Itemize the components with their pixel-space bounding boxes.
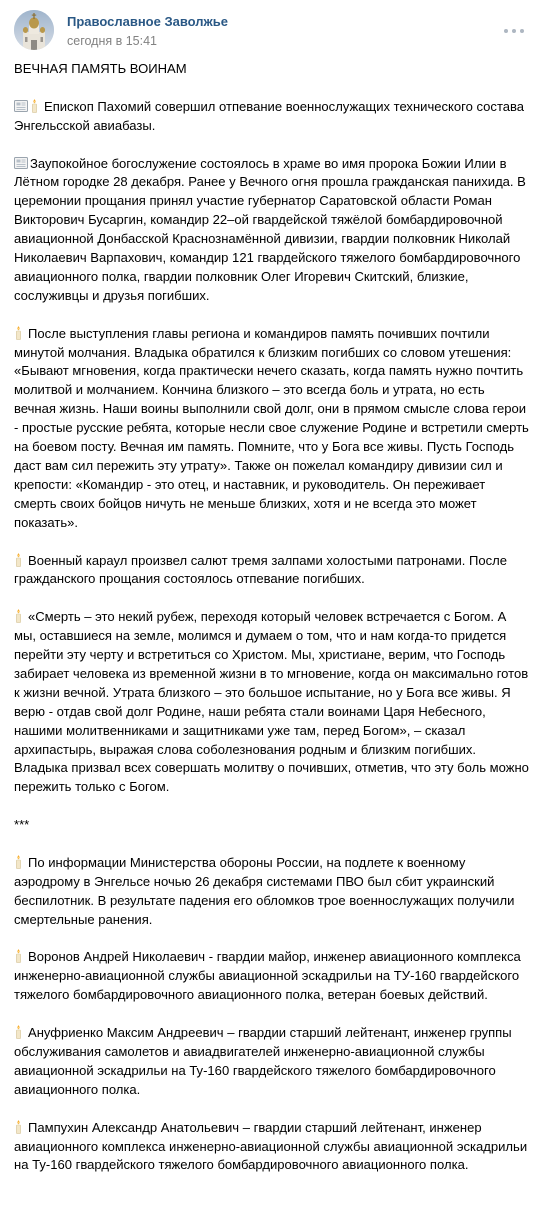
candle-icon [14,855,23,869]
candle-icon [30,99,39,113]
post-paragraph-text: Епископ Пахомий совершил отпевание военнослужащих технического состава Энгельсской авиабазы. [14,98,525,133]
post-date-link[interactable]: сегодня в 15:41 [67,34,157,48]
post-paragraph-text: Военный караул произвел салют тремя залпами холостыми патронами. После гражданского прощания состоялось отпевание погибших. [14,552,508,587]
post-paragraph [14,155,529,306]
post-paragraph-text: Воронов Андрей Николаевич - гвардии майор, инженер авиационного комплекса инженерно-авиационной службы авиационной эскадрильи на ТУ-160 гвардейского тяжелого бомбардировочного авиационного полка, ветеран боевых действий. [14,949,521,1003]
candle-icon [14,1025,23,1039]
candle-icon [14,949,23,963]
post-author-link[interactable]: Православное Заволжье [67,14,228,29]
post-paragraph [14,1119,529,1176]
candle-icon [14,1120,23,1134]
post-paragraph [14,854,529,930]
post-paragraph-text: Заупокойное богослужение состоялось в храме во имя пророка Божии Илии в Лётном городке 28 декабря. Ранее у Вечного огня прошла гражданская панихида. В церемонии прощания принял участие губернатор Саратовской области Роман Викторович Бусаргин, командир 22–ой гвардейской тяжёлой бомбардировочной авиационной Донбасской Краснознамённой дивизии, гвардии полковник Николай Николаевич Варпахович, командир 121 гвардейского тяжелого бомбардировочного авиационного полка, гвардии полковник Олег Игоревич Скитский, близкие, сослуживцы и друзья погибших. [14,155,526,303]
post-paragraph [14,816,529,835]
post-paragraph-text: Ануфриенко Максим Андреевич – гвардии старший лейтенант, инженер группы обслуживания самолетов и авиадвигателей инженерно-авиационной службы авиационной эскадрильи на Ту-160 гвардейского тяжелого бомбардировочного авиационного полка. [14,1025,512,1097]
candle-icon [14,553,23,567]
post-paragraph [14,98,529,136]
post-title: ВЕЧНАЯ ПАМЯТЬ ВОИНАМ [14,61,187,76]
post-paragraph [14,608,529,797]
post-paragraph-text: После выступления главы региона и командиров память почивших почтили минутой молчания. Владыка обратился к близким погибших со словом утешения: «Бывают мгновения, когда практически нечего сказать, когда память нужно почтить молитвой и молчанием. Кончина близкого – это всегда боль и утрата, но есть вечная жизнь. Наши воины выполнили свой долг, они в прямом смысле слова герои - простые русские ребята, которые несли свое служение Родине и встретили смерть на боевом посту. Вечная им память. Помните, что у Бога все живы. Пусть Господь даст вам сил пережить эту утрату». Также он пожелал командиру дивизии сил и крепости: «Командир - это отец, и наставник, и руководитель. Он переживает смерть своих бойцов ничуть не меньше близких, хотя и не всегда это может показать». [14,325,529,530]
post-paragraph-text: «Смерть – это некий рубеж, переходя который человек встречается с Богом. А мы, оставшиеся на земле, молимся и думаем о том, что и нам когда-то придется перейти эту черту и встретиться со Христом. Мы, христиане, верим, что Господь забирает человека из временной жизни в то мгновение, когда он максимально готов к жизни вечной. Утрата близкого – это большое испытание, но у Бога все живы. Я верю - отдав свой долг Родине, наши ребята стали воинами Царя Небесного, нашими молитвенниками и защитниками уже там, перед Богом», – сказал архипастырь, выражая слова соболезнования родным и близким погибших. Владыка призвал всех совершать молитву о почивших, отметив, что эту боль можно пережить только с Богом. [14,609,529,795]
candle-icon [14,326,23,340]
post-paragraph [14,552,529,590]
post-paragraph-text: Пампухин Александр Анатольевич – гвардии старший лейтенант, инженер авиационного комплекса инженерно-авиационной службы авиационной эскадрильи на Ту-160 гвардейского тяжелого бомбардировочного авиационного полка. [14,1119,528,1173]
post-paragraph [14,948,529,1005]
post-paragraph-text: *** [14,817,30,833]
post-paragraph [14,1024,529,1100]
post-paragraph [14,325,529,533]
candle-icon [14,609,23,623]
newspaper-icon [14,99,28,113]
post-text [14,60,529,1194]
post-header [14,10,534,52]
more-horizontal-icon[interactable] [502,18,526,42]
newspaper-icon [14,156,28,170]
church-avatar-icon[interactable] [14,10,54,50]
post-paragraph-text: По информации Министерства обороны России, на подлете к военному аэродрому в Энгельсе ночью 26 декабря системами ПВО был сбит украинский беспилотник. В результате падения его обломков трое военнослужащих получили смертельные ранения. [14,854,515,927]
